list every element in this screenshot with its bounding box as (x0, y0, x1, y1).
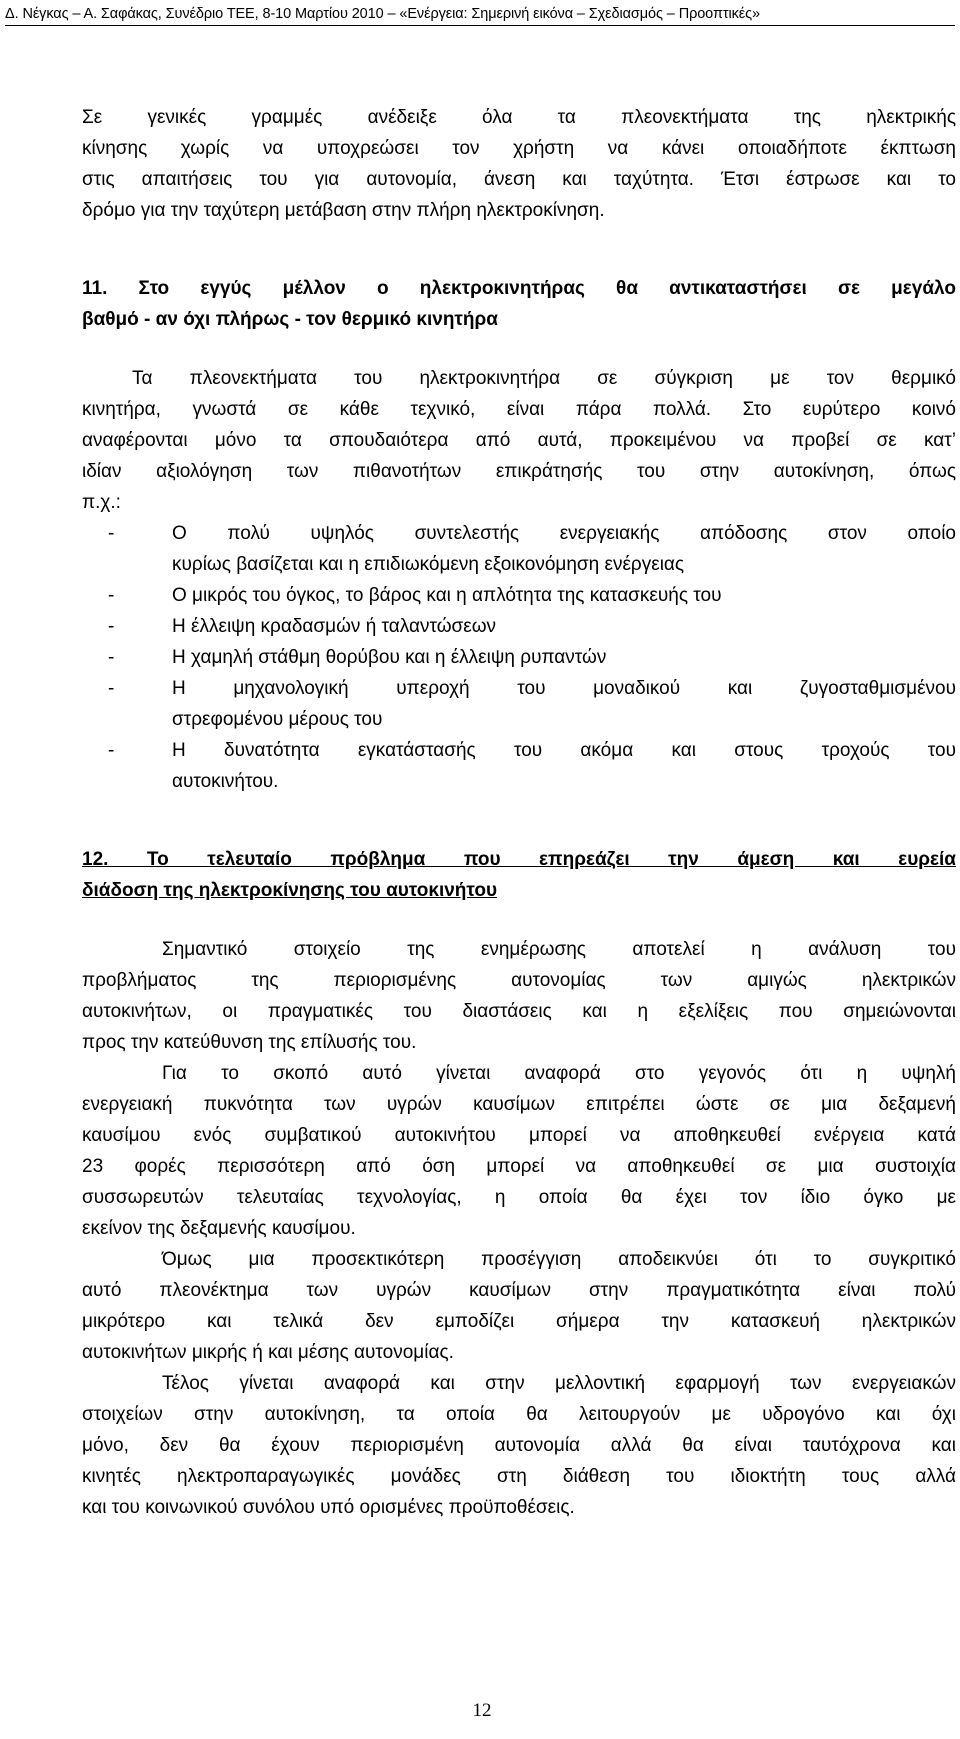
section-12-body-line: Τέλος γίνεται αναφορά και στην μελλοντική εφαρμογή των ενεργειακών (162, 1373, 956, 1394)
section-12-body-line: προς την κατεύθυνση της επίλυσής του. (82, 1032, 417, 1053)
section-12-body-line: Για το σκοπό αυτό γίνεται αναφορά στο γεγονός ότι η υψηλή (162, 1063, 956, 1084)
section-11-heading: 11. Στο εγγύς μέλλον ο ηλεκτροκινητήρας θα αντικαταστήσει σε μεγάλο (82, 278, 956, 299)
section-12-body-line: αυτό πλεονέκτημα των υγρών καυσίμων στην πραγματικότητα είναι πολύ (82, 1280, 956, 1301)
list-bullet: - (108, 740, 115, 761)
section-12-heading-text: διάδοση της ηλεκτροκίνησης του αυτοκινήτου (82, 880, 498, 901)
section-11-body-line: ιδίαν αξιολόγηση των πιθανοτήτων επικράτησής του στην αυτοκίνηση, όπως (82, 461, 956, 482)
section-12-body-line: Σημαντικό στοιχείο της ενημέρωσης αποτελεί η ανάλυση του (162, 939, 956, 960)
intro-line: δρόμο για την ταχύτερη μετάβαση στην πλήρη ηλεκτροκίνηση. (82, 200, 605, 221)
page-number: 12 (472, 1700, 492, 1721)
section-11-body-line: π.χ.: (82, 492, 121, 513)
running-header: Δ. Νέγκας – Α. Σαφάκας, Συνέδριο ΤΕΕ, 8-10 Μαρτίου 2010 – «Ενέργεια: Σημερινή εικόνα – Σχεδιασμός – Προοπτικές» (5, 6, 760, 22)
list-item: κυρίως βασίζεται και η επιδιωκόμενη εξοικονόμηση ενέργειας (172, 554, 685, 575)
section-12-body-line: και του κοινωνικού συνόλου υπό ορισμένες προϋποθέσεις. (82, 1497, 575, 1518)
list-bullet: - (108, 585, 115, 606)
section-12-heading: 12. Το τελευταίο πρόβλημα που επηρεάζει την άμεση και ευρεία (82, 849, 956, 870)
list-bullet: - (108, 678, 115, 699)
section-12-body-line: προβλήματος της περιορισμένης αυτονομίας των αμιγώς ηλεκτρικών (82, 970, 956, 991)
section-12-body-line: ενεργειακή πυκνότητα των υγρών καυσίμων επιτρέπει ώστε σε μια δεξαμενή (82, 1094, 956, 1115)
section-12-body-line: καυσίμου ενός συμβατικού αυτοκινήτου μπορεί να αποθηκευθεί ενέργεια κατά (82, 1125, 956, 1146)
section-11-body-line: Τα πλεονεκτήματα του ηλεκτροκινητήρα σε σύγκριση με τον θερμικό (132, 368, 956, 389)
intro-line: κίνησης χωρίς να υποχρεώσει τον χρήστη να κάνει οποιαδήποτε έκπτωση (82, 138, 956, 159)
section-12-body-line: κινητές ηλεκτροπαραγωγικές μονάδες στη διάθεση του ιδιοκτήτη τους αλλά (82, 1466, 956, 1487)
list-item: στρεφομένου μέρους του (172, 709, 383, 730)
list-item: Ο μικρός του όγκος, το βάρος και η απλότητα της κατασκευής του (172, 585, 722, 606)
intro-line: στις απαιτήσεις του για αυτονομία, άνεση και ταχύτητα. Έτσι έστρωσε και το (82, 169, 956, 190)
section-12-body-line: συσσωρευτών τελευταίας τεχνολογίας, η οποία θα έχει τον ίδιο όγκο με (82, 1187, 956, 1208)
list-item: Η μηχανολογική υπεροχή του μοναδικού και ζυγοσταθμισμένου (172, 678, 956, 699)
section-12-body-line: μόνο, δεν θα έχουν περιορισμένη αυτονομία αλλά θα είναι ταυτόχρονα και (82, 1435, 956, 1456)
section-12-body-line: 23 φορές περισσότερη από όση μπορεί να αποθηκευθεί σε μια συστοιχία (82, 1156, 956, 1177)
list-item: Η χαμηλή στάθμη θορύβου και η έλλειψη ρυπαντών (172, 647, 607, 668)
section-12-body-line: αυτοκινήτων, οι πραγματικές του διαστάσεις και η εξελίξεις που σημειώνονται (82, 1001, 956, 1022)
section-11-heading: βαθμό - αν όχι πλήρως - τον θερμικό κινητήρα (82, 309, 498, 330)
list-bullet: - (108, 616, 115, 637)
list-item: Η δυνατότητα εγκατάστασής του ακόμα και στους τροχούς του (172, 740, 956, 761)
section-12-body-line: εκείνον της δεξαμενής καυσίμου. (82, 1218, 356, 1239)
list-bullet: - (108, 647, 115, 668)
section-12-heading (82, 878, 956, 904)
section-12-body-line: στοιχείων στην αυτοκίνηση, τα οποία θα λειτουργούν με υδρογόνο και όχι (82, 1404, 956, 1425)
section-11-body-line: αναφέρονται μόνο τα σπουδαιότερα από αυτά, προκειμένου να προβεί σε κατ’ (82, 430, 956, 451)
section-11-body-line: κινητήρα, γνωστά σε κάθε τεχνικό, είναι πάρα πολλά. Στο ευρύτερο κοινό (82, 399, 956, 420)
list-bullet: - (108, 523, 115, 544)
intro-line: Σε γενικές γραμμές ανέδειξε όλα τα πλεονεκτήματα της ηλεκτρικής (82, 107, 956, 128)
list-item: Ο πολύ υψηλός συντελεστής ενεργειακής απόδοσης στον οποίο (172, 523, 956, 544)
section-12-body-line: Όμως μια προσεκτικότερη προσέγγιση αποδεικνύει ότι το συγκριτικό (162, 1249, 956, 1270)
list-item: αυτοκινήτου. (172, 771, 279, 792)
list-item: Η έλλειψη κραδασμών ή ταλαντώσεων (172, 616, 497, 637)
section-12-body-line: αυτοκινήτων μικρής ή και μέσης αυτονομίας. (82, 1342, 454, 1363)
section-12-body-line: μικρότερο και τελικά δεν εμποδίζει σήμερα την κατασκευή ηλεκτρικών (82, 1311, 956, 1332)
header-rule (5, 25, 955, 26)
